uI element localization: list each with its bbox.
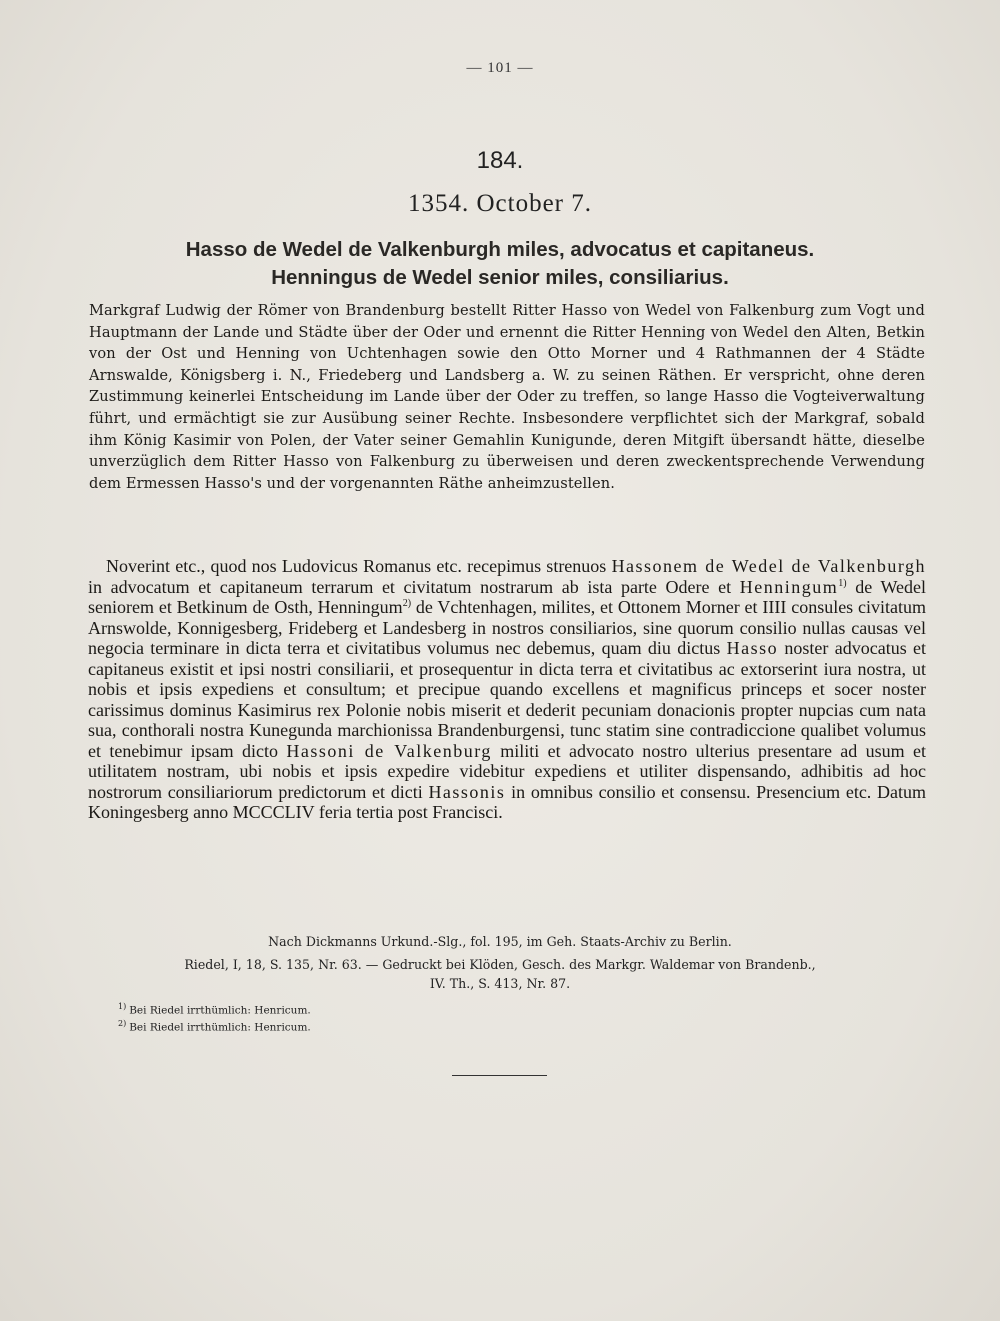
- latin-text-part: de Vchtenhagen, milites, et Ottonem Morner et IIII consules civitatum Arnswolde, Konnigesberg, Frideberg et Landesberg in nostros consiliarios, sine quorum consilio nullas causas vel negocia terminare in dicta terra et civitatibus volumus nec debemus, quam diu dictus: [88, 597, 927, 658]
- latin-text-part: in omnibus consilio et consensu. Presencium etc. Datum Koningesberg anno MCCCLIV feria tertia post Francisci.: [88, 781, 926, 822]
- latin-charter-text: [88, 556, 926, 823]
- footnote-text: Bei Riedel irrthümlich: Henricum.: [129, 1021, 311, 1034]
- footnote-2: [118, 1019, 311, 1034]
- latin-spaced-name: Hassoni de Valkenburg: [286, 740, 492, 761]
- latin-spaced-name: Hassonem de Wedel de Valkenburgh: [611, 556, 927, 576]
- end-divider-rule: [452, 1075, 547, 1076]
- source-citation-line-3: IV. Th., S. 413, Nr. 87.: [429, 976, 571, 991]
- headline-line-2: Henningus de Wedel senior miles, consiliarius.: [271, 266, 729, 289]
- footnote-marker-2: 2): [402, 598, 412, 609]
- document-date: 1354. October 7.: [407, 190, 593, 217]
- latin-text-part: de Wedel seniorem et Betkinum de Osth, Henningum: [88, 576, 927, 617]
- latin-spaced-name: Henningum: [739, 576, 839, 597]
- footnote-number: 2): [118, 1019, 127, 1028]
- headline-line-1: Hasso de Wedel de Valkenburgh miles, advocatus et capitaneus.: [185, 238, 815, 261]
- german-regest-summary: Markgraf Ludwig der Römer von Brandenburg bestellt Ritter Hasso von Wedel von Falkenburg zum Vogt und Hauptmann der Lande und Städte über der Oder und ernennt die Ritter Henning von Wedel den Alten, Betkin von der Ost und Henning von Uchtenhagen sowie den Otto Morner und 4 Rathmannen der 4 Städte Arnswalde, Königsberg i. N., Friedeberg und Landsberg a. W. zu seinen Räthen. Er verspricht, ohne deren Zustimmung keinerlei Entscheidung im Lande über der Oder zu treffen, so lange Hasso die Vogteiverwaltung führt, und ermächtigt sie zur Ausübung seiner Rechte. Insbesondere verpflichtet sich der Markgraf, sobald ihm König Kasimir von Polen, der Vater seiner Gemahlin Kunigunde, deren Mitgift übersandt hätte, dieselbe unverzüglich dem Ritter Hasso von Falkenburg zu überweisen und deren zweckentsprechende Verwendung dem Ermessen Hasso's und der vorgenannten Räthe anheimzustellen.: [89, 302, 925, 492]
- latin-text-part: in advocatum et capitaneum terrarum et civitatum nostrarum ab ista parte Odere et: [88, 576, 732, 597]
- source-citation-line-1: Nach Dickmanns Urkund.-Slg., fol. 195, im Geh. Staats-Archiv zu Berlin.: [268, 934, 732, 949]
- latin-text-part: militi et advocato nostro ulterius presentare ad usum et utilitatem nostram, ubi nobis et ipsis expedire videbitur expediens et utiliter dispensando, adhibitis ad hoc nostrorum consiliariorum predictorum et dicti: [88, 740, 926, 802]
- footnote-number: 1): [118, 1002, 127, 1011]
- footnote-marker-1: 1): [838, 577, 847, 589]
- document-number: 184.: [476, 147, 524, 174]
- latin-spaced-name: Hasso: [726, 638, 779, 658]
- latin-text-part: noster advocatus et capitaneus existit et ipsi nostri consiliarii, et prosequentur in dicta terra et civitatibus ac extorserint iura nostra, ut nobis et ipsis expediens et consultum; et precipue quando excellens et magnificus princeps et socer noster carissimus dominus Kasimirus rex Polonie nobis miserit et dederit pecuniam donacionis propter nupcias cum nata sua, conthorali nostra Kunegunda marchionissa Brandenburgensi, tunc statim sine contradiccione qualibet volumus et tenebimur ipsam dicto: [88, 638, 927, 761]
- latin-text-part: Noverint etc., quod nos Ludovicus Romanus etc. recepimus strenuos: [106, 556, 607, 576]
- page-number: — 101 —: [466, 60, 534, 76]
- footnote-1: [118, 1002, 311, 1017]
- source-citation-line-2: Riedel, I, 18, S. 135, Nr. 63. — Gedruckt bei Klöden, Gesch. des Markgr. Waldemar von Brandenb.,: [184, 957, 816, 972]
- footnote-text: Bei Riedel irrthümlich: Henricum.: [129, 1004, 311, 1017]
- latin-spaced-name: Hassonis: [428, 781, 506, 802]
